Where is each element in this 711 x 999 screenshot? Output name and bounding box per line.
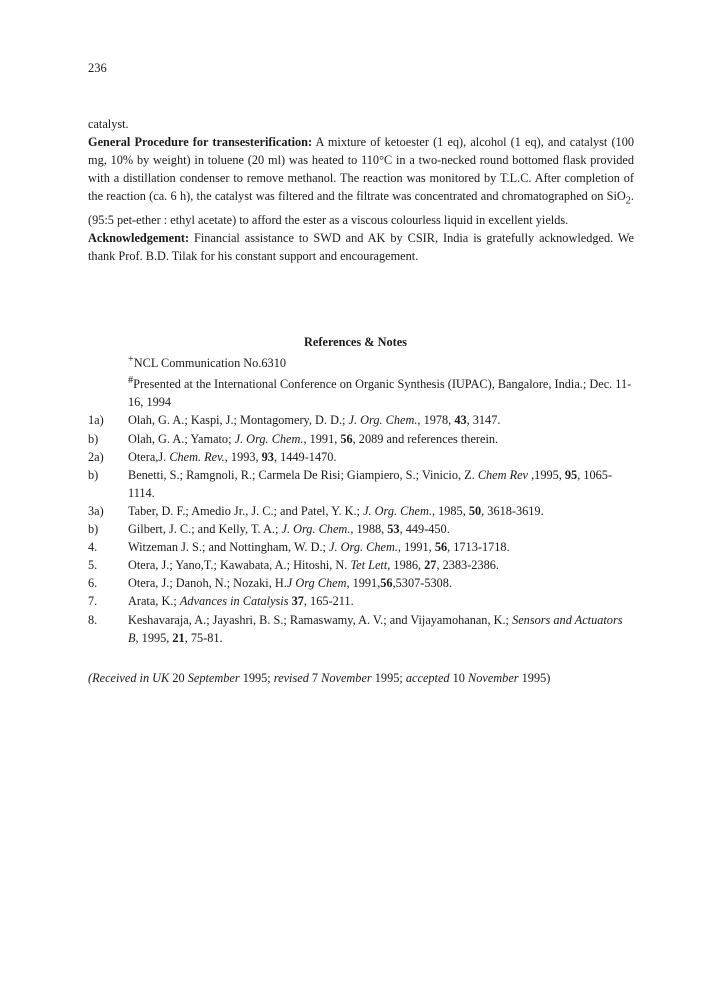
accepted-label: accepted [405,671,450,685]
reference-year: , 1991, [397,540,435,555]
reference-volume: 95 [564,467,578,482]
reference-label: b) [88,431,99,446]
reference-authors: Otera, J.; Danoh, N.; Nozaki, H. [128,576,287,591]
reference-volume: 53 [387,522,400,537]
reference-item [88,520,634,538]
reference-authors: Olah, G. A.; Kaspi, J.; Montagomery, D. D.; [128,413,349,428]
body-text [88,115,634,265]
reference-pages: , 3618-3619. [481,503,544,518]
reference-authors: Arata, K.; [128,594,180,609]
received-year: 1995; [239,671,274,685]
reference-year: , 1991, [346,576,381,591]
reference-item [88,538,634,556]
note-2-text: Presented at the International Conference on Organic Synthesis (IUPAC), Bangalore, India.; Dec. 11-16, 1994 [128,377,632,410]
reference-pages: , 2089 and references therein. [352,431,499,446]
reference-authors: Keshavaraja, A.; Jayashri, B. S.; Ramaswamy, A. V.; and Vijayamohanan, K.; [128,612,513,627]
reference-volume: 56 [340,431,353,446]
accepted-year: 1995) [518,671,551,685]
reference-label: 6. [88,576,98,591]
reference-item [88,430,634,448]
reference-authors: Otera, J.; Yano,T.; Kawabata, A.; Hitoshi, N. [128,558,351,573]
reference-year: , 1991, [303,431,341,446]
reference-journal: Chem. Rev. [169,449,225,464]
acknowledgement-text: Financial assistance to SWD and AK by CSIR, India is gratefully acknowledged. We thank Prof. B.D. Tilak for his constant support and encouragement. [88,231,634,264]
reference-item [88,556,634,574]
reference-journal: Sensors and Actuators B [128,612,623,645]
reference-journal: J. Org. Chem. [348,413,418,428]
reference-label: 7. [88,594,98,609]
reference-pages: , 3147. [466,413,501,428]
note-2-mark: # [128,375,134,387]
reference-year: , 1993, [224,449,262,464]
reference-volume: 50 [468,503,482,518]
acknowledgement-heading: Acknowledgement: [88,231,190,246]
reference-item [88,411,634,429]
reference-label: 3a) [88,503,104,518]
general-procedure-paragraph [88,133,634,229]
reference-authors: Witzeman J. S.; and Nottingham, W. D.; [128,540,330,555]
note-1-mark: + [128,354,134,365]
reference-label: 4. [88,540,98,555]
reference-label: 2a) [88,449,104,464]
general-procedure-text-2: . (95:5 pet-ether : ethyl acetate) to afford the ester as a viscous colourless liquid in excellent yields. [88,189,634,227]
reference-pages: , 75-81. [184,630,223,645]
reference-volume: 93 [261,449,274,464]
reference-volume: 37 [291,594,304,609]
reference-item [88,502,634,520]
received-month: September [187,671,240,685]
reference-volume: 27 [424,558,437,573]
reference-year: , 1995, [135,630,173,645]
reference-label: 5. [88,558,98,573]
reference-item [88,448,634,466]
references-heading: References & Notes [304,335,407,349]
catalyst-line: catalyst. [88,117,129,131]
reference-pages: ,5307-5308. [392,576,453,591]
reference-label: b) [88,467,99,482]
reference-item [88,466,634,502]
reference-label: 1a) [88,413,104,428]
received-open: (Received in UK [88,671,170,685]
reference-pages: , 1065-1114. [128,467,613,500]
reference-year: , 1986, [387,558,425,573]
reference-year: , 1985, [431,503,469,518]
received-day: 20 [169,671,188,685]
reference-journal: J. Org. Chem. [363,503,432,518]
reference-authors: Otera,J. [128,449,170,464]
reference-authors: Olah, G. A.; Yamato; [128,431,235,446]
revised-year: 1995; [371,671,406,685]
reference-item [88,611,634,647]
reference-authors: Gilbert, J. C.; and Kelly, T. A.; [128,522,282,537]
note-2 [88,372,634,411]
sio2-subscript: 2 [625,195,631,207]
reference-year: ,1995, [528,467,565,482]
general-procedure-text-1: A mixture of ketoester (1 eq), alcohol (1 eq), and catalyst (100 mg, 10% by weight) in toluene (20 ml) was heated to 110°C in a two-necked round bottomed flask provided with a distillation condenser to remove methanol. The reaction was monitored by T.L.C. After completion of the reaction (ca. 6 h), the catalyst was filtered and the filtrate was concentrated and chromatographed on SiO [88,135,635,204]
reference-pages: , 165-211. [303,594,354,609]
reference-journal: J. Org. Chem. [329,540,398,555]
accepted-day: 10 [449,671,469,685]
reference-pages: , 2383-2386. [436,558,499,573]
reference-pages: , 1449-1470. [273,449,337,464]
note-1-text: NCL Communication No.6310 [133,356,287,371]
revised-month: November [321,671,372,685]
revised-day: 7 [308,671,322,685]
received-dates [88,669,634,687]
page-number: 236 [88,61,107,75]
reference-volume: 56 [434,540,448,555]
reference-label: 8. [88,612,98,627]
acknowledgement-paragraph [88,229,634,265]
accepted-month: November [468,671,519,685]
reference-item [88,574,634,592]
reference-authors: Taber, D. F.; Amedio Jr., J. C.; and Patel, Y. K.; [128,503,364,518]
reference-volume: 21 [172,630,185,645]
references-list [88,351,634,647]
reference-year: , 1988, [350,522,388,537]
reference-journal: Advances in Catalysis [179,594,289,609]
reference-journal: J. Org. Chem. [281,522,351,537]
revised-label: revised [273,671,309,685]
reference-authors: Benetti, S.; Ramgnoli, R.; Carmela De Risi; Giampiero, S.; Vinicio, Z. [128,467,478,482]
reference-journal: J Org Chem [286,576,347,591]
reference-item [88,592,634,610]
general-procedure-heading: General Procedure for transesterification: [88,135,313,150]
reference-journal: Chem Rev [477,467,529,482]
reference-volume: 56 [380,576,393,591]
reference-journal: J. Org. Chem. [234,431,304,446]
reference-label: b) [88,522,99,537]
reference-pages: , 449-450. [399,522,450,537]
reference-year: , 1978, [417,413,455,428]
reference-volume: 43 [454,413,467,428]
reference-journal: Tet Lett [350,558,388,573]
reference-pages: , 1713-1718. [447,540,510,555]
note-1 [88,351,634,372]
